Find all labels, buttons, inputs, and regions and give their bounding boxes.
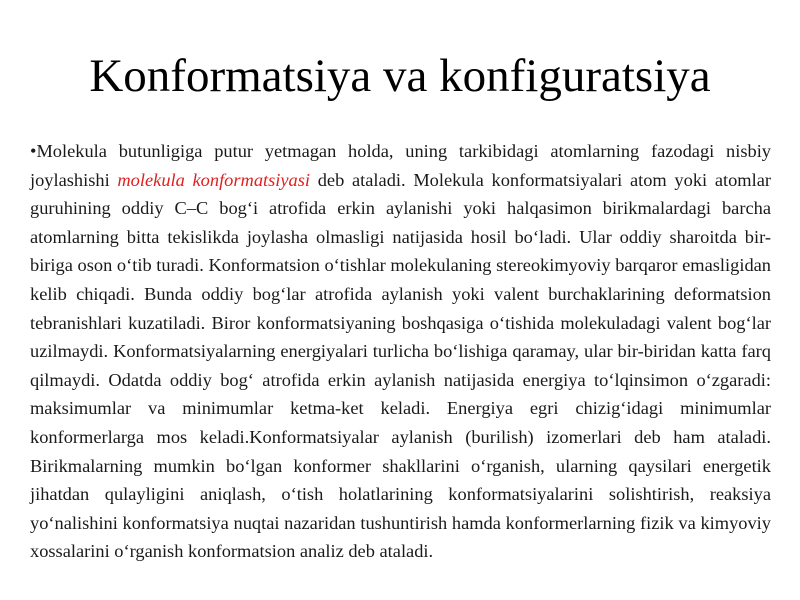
slide-body-paragraph <box>30 137 771 566</box>
slide-title: Konformatsiya va konfiguratsiya <box>89 50 711 102</box>
bullet: • <box>30 141 37 161</box>
body-text-main: deb ataladi. Molekula konformatsiyalari atom yoki atomlar guruhining oddiy C–C bog‘i atrofida erkin aylanishi yoki halqasimon birikmalardagi barcha atomlarning bitta tekislikda joylasha olmasligi natijasida hosil bo‘ladi. Ular oddiy sharoitda bir-biriga oson o‘tib turadi. Konformatsion o‘tishlar molekulaning stereokimyoviy barqaror emasligidan kelib chiqadi. Bunda oddiy bog‘lar atrofida aylanish yoki valent burchaklarining deformatsion tebranishlari kuzatiladi. Biror konformatsiyaning boshqasiga o‘tishida molekuladagi valent bog‘lar uzilmaydi. Konformatsiyalarning energiyalari turlicha bo‘lishiga qaramay, ular bir-biridan katta farq qilmaydi. Odatda oddiy bog‘ atrofida erkin aylanish natijasida energiya to‘lqinsimon o‘zgaradi: maksimumlar va minimumlar ketma-ket keladi. Energiya egri chizig‘idagi minimumlar konformerlarga mos keladi.Konformatsiyalar aylanish (burilish) izomerlari deb ham ataladi. Birikmalarning mumkin bo‘lgan konformer shakllarini o‘rganish, ularning qaysilari energetik jihatdan qulayligini aniqlash, o‘tish holatlarining konformatsiyalarini solishtirish, reaksiya yo‘nalishini konformatsiya nuqtai nazaridan tushuntirish hamda konformerlarning fizik va kimyoviy xossalarini o‘rganish konformatsion analiz deb ataladi. <box>30 169 771 562</box>
highlighted-term: molekula konformatsiyasi <box>117 169 311 190</box>
body-text-intro: Molekula butunligiga putur yetmagan holda, uning tarkibidagi atomlarning fazodagi nisbiy joylashishi <box>30 141 771 190</box>
